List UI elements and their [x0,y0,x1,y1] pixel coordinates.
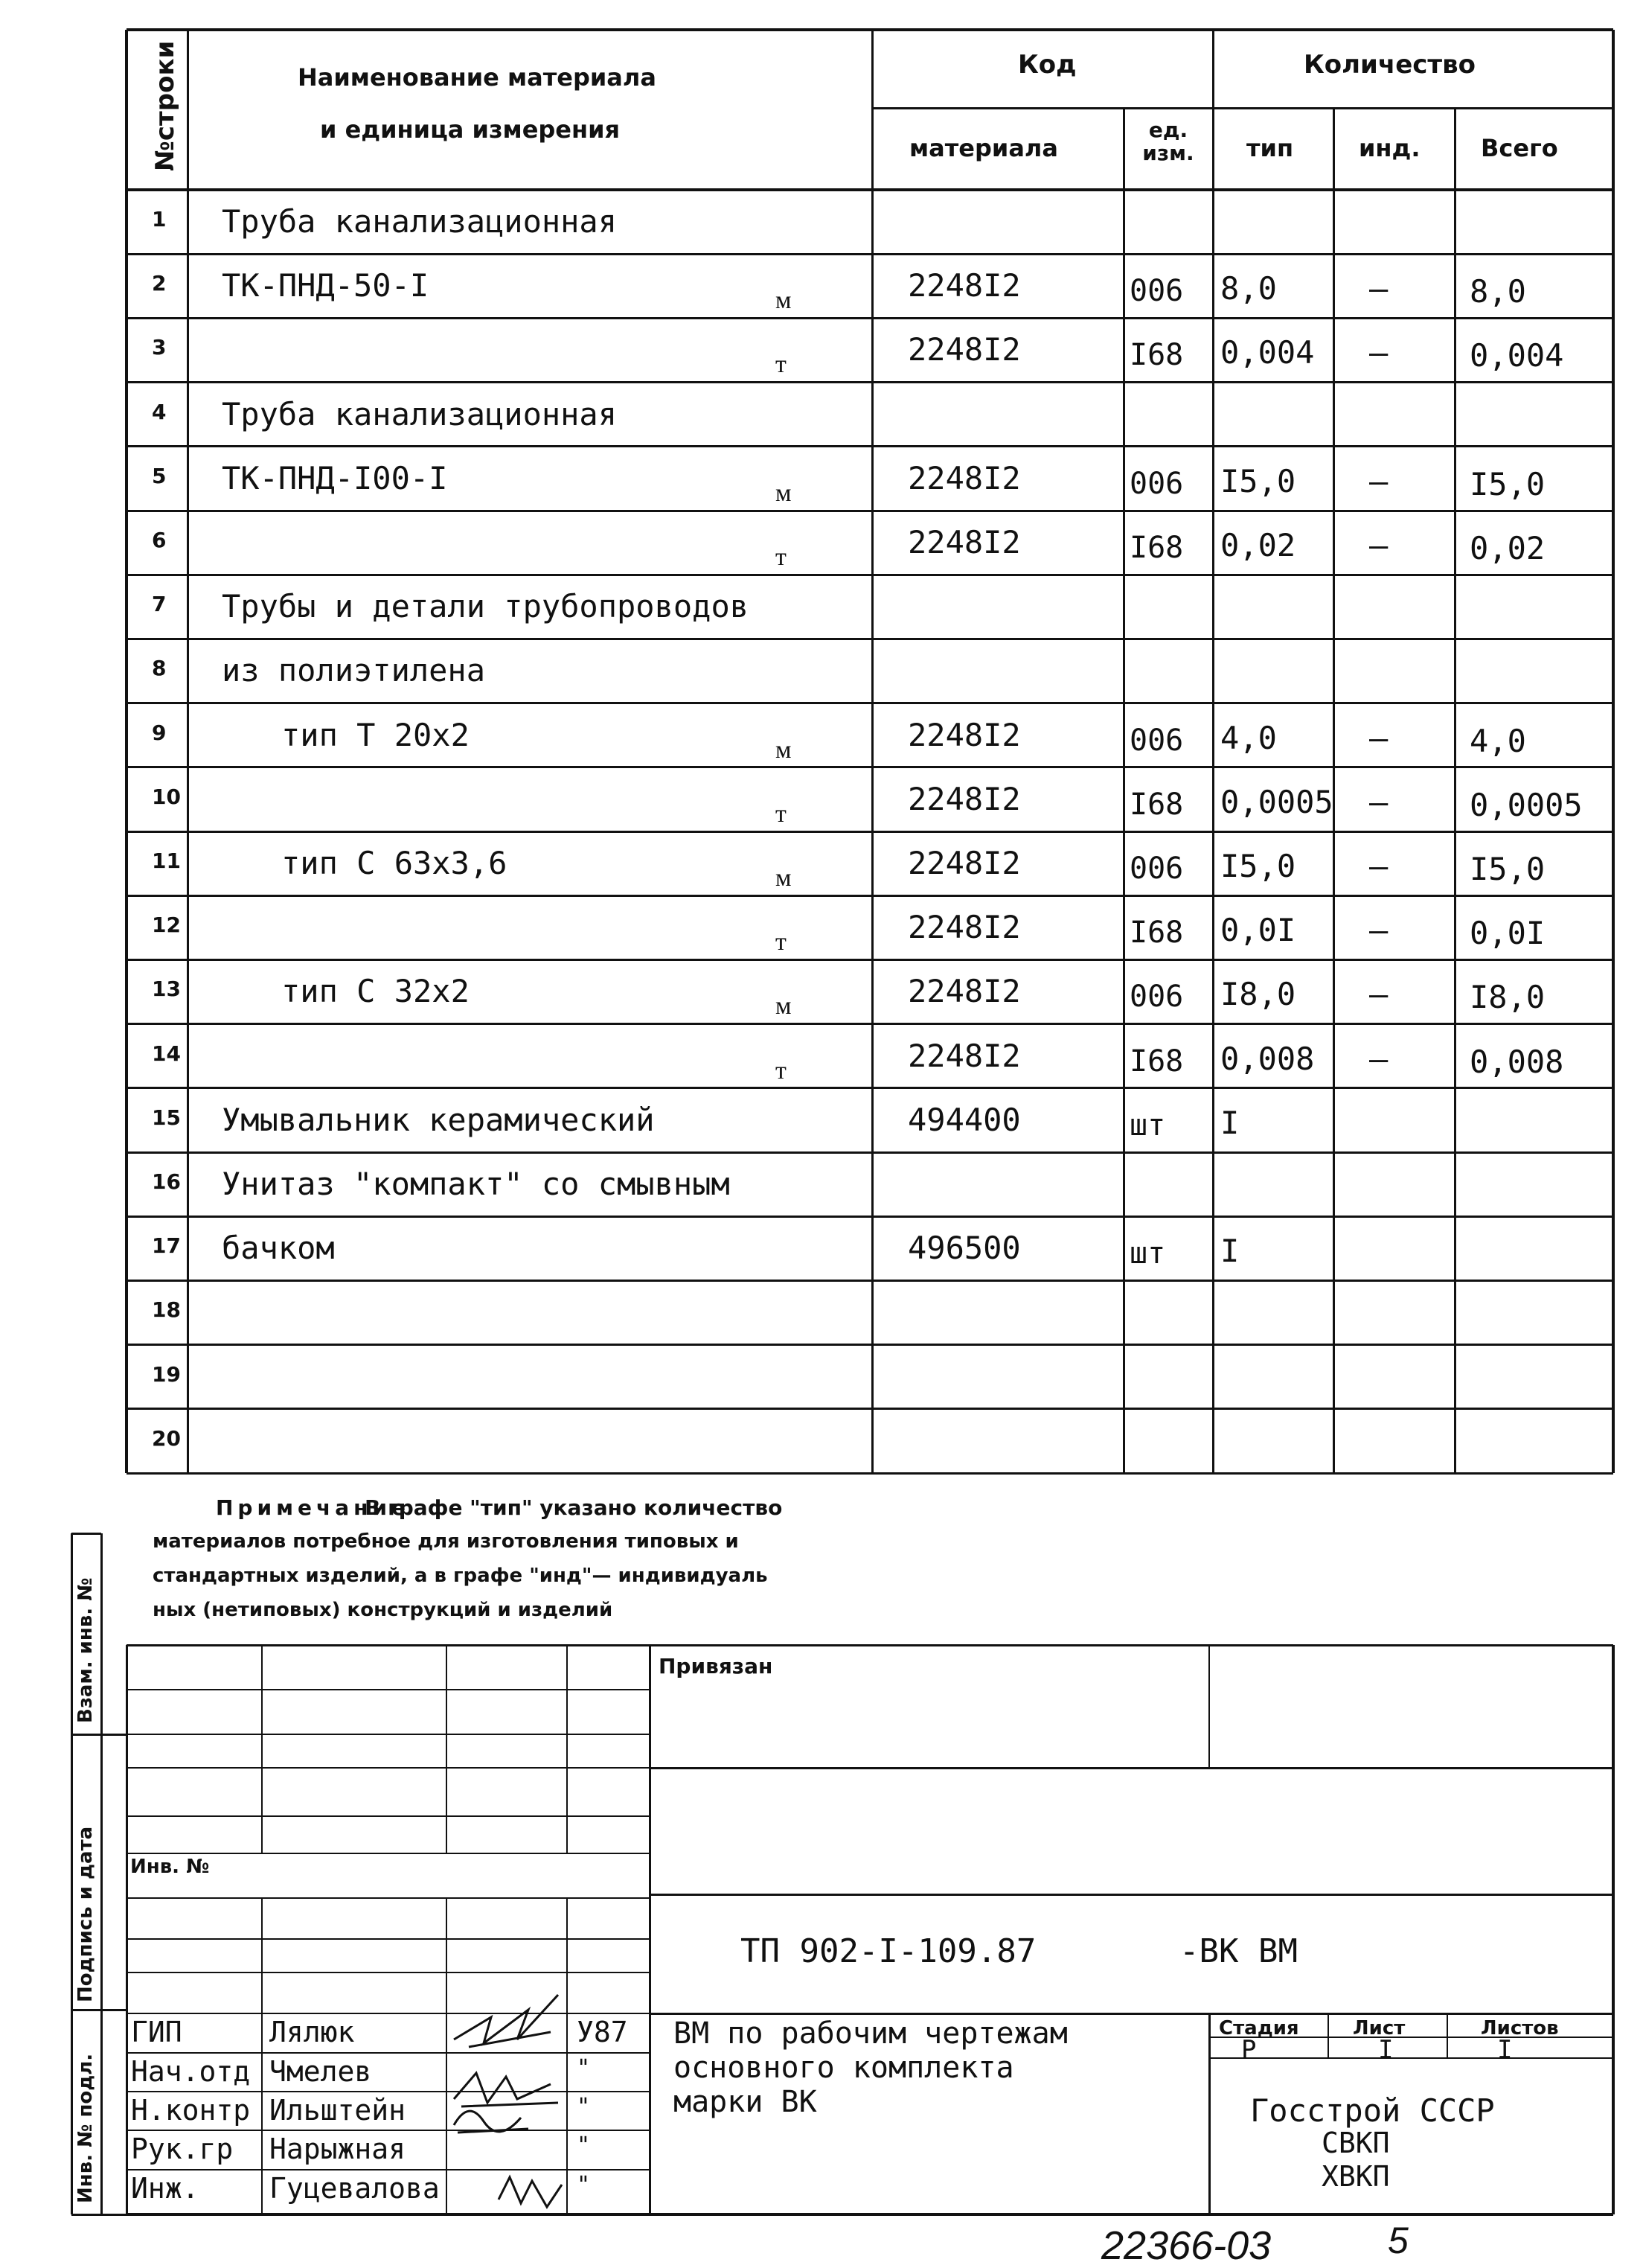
row-number: 15 [152,1105,181,1130]
row-name: тип Т 20х2 [281,716,470,753]
stamp-right-border [1612,1645,1615,2214]
col-line-row [187,30,189,1473]
row-qty-ind: – [1369,527,1389,563]
row-name: тип С 32х2 [281,973,470,1010]
row-number: 5 [152,463,167,488]
header-name-line1: Наименование материала [298,63,656,92]
row-qty-total: 4,0 [1470,722,1526,759]
side-column-top [71,1533,101,1535]
row-unit-letter: м [775,287,792,315]
row-line [126,1280,1613,1282]
stamp-title-line2: основного комплекта [673,2051,1014,2085]
row-number: 4 [152,399,167,424]
stamp-document-suffix: -ВК ВМ [1179,1932,1298,1970]
signature-icon [446,1987,566,2054]
stamp-grid-line [126,1938,650,1940]
row-unit-code: I68 [1130,338,1184,373]
stamp-inv-number-label: Инв. № [130,1856,210,1878]
stamp-grid-line [126,1972,650,1973]
row-qty-ind: – [1369,848,1389,884]
stamp-title-line3: марки ВК [673,2085,817,2119]
row-unit-code: I68 [1130,1044,1184,1079]
stamp-privyazan-divider [1208,1645,1210,1768]
stamp-grid-line [126,2013,650,2014]
row-qty-total: 0,004 [1470,337,1564,374]
table-left-border [125,30,128,1473]
stamp-role: Нач.отд [131,2055,251,2088]
header-ind: инд. [1359,134,1421,162]
row-number: 2 [152,271,167,296]
row-unit-code: I68 [1130,787,1184,822]
row-line [126,510,1613,512]
stamp-date: " [577,2172,591,2198]
stamp-top-border [126,1644,1613,1646]
stamp-grid-col [446,1898,447,2214]
stamp-grid-line [126,1734,650,1735]
stamp-org-line2: СВКП [1322,2127,1390,2159]
stamp-grid-col [261,1898,263,2214]
row-qty-total: I5,0 [1470,465,1546,502]
stamp-people-line [126,2052,650,2054]
side-divider-2 [71,2009,126,2011]
row-material-code: 2248I2 [908,716,1021,753]
stamp-document-code: ТП 902-I-109.87 [740,1932,1037,1970]
stamp-grid-col [446,1645,447,1853]
row-number: 6 [152,528,167,552]
stamp-stage-value: Р [1241,2035,1257,2065]
side-divider-1 [71,1734,126,1736]
col-line-ind [1454,108,1456,1473]
row-qty-type: 8,0 [1220,270,1277,307]
row-line [126,766,1613,768]
row-name: из полиэтилена [222,652,486,689]
col-line-unit [1212,30,1214,1473]
row-qty-total: I5,0 [1470,851,1546,887]
row-number: 3 [152,335,167,360]
row-name: ТК-ПНД-50-I [222,267,429,304]
row-line [126,702,1613,704]
row-unit-letter: т [775,799,787,828]
row-line [126,574,1613,576]
row-number: 7 [152,592,167,617]
stamp-right-divider-2 [650,1894,1613,1896]
row-qty-total: I8,0 [1470,979,1546,1016]
stamp-stage-label: Стадия [1219,2017,1299,2039]
row-qty-type: I5,0 [1220,848,1296,884]
stamp-grid-line [126,1853,650,1854]
row-material-code: 494400 [908,1101,1021,1138]
row-unit-code: I68 [1130,916,1184,951]
row-number: 8 [152,656,167,681]
row-unit-letter: м [775,735,792,764]
header-bottom-border [126,188,1613,191]
row-name: тип С 63х3,6 [281,845,507,881]
stamp-people-line [126,2130,650,2131]
stamp-sheet-label: Лист [1353,2017,1406,2039]
note-line2: материалов потребное для изготовления типовых и [153,1530,739,1553]
row-unit-code: 006 [1130,980,1184,1015]
stamp-surname: Чмелев [269,2055,372,2088]
side-label-signature-date: Подпись и дата [74,1826,97,2002]
signature-icon [446,2095,536,2140]
row-number: 17 [152,1233,181,1259]
side-divider-3 [71,2214,126,2216]
table-top-border [126,28,1613,31]
row-line [126,445,1613,447]
row-line [126,1408,1613,1410]
row-unit-code: 006 [1130,466,1184,501]
row-qty-total: 0,0005 [1470,786,1583,823]
header-quantity: Количество [1304,50,1476,80]
row-qty-ind: – [1369,1040,1389,1077]
stamp-surname: Ильштейн [269,2094,406,2127]
stamp-grid-col [261,1645,263,1853]
side-label-replaced-inv: Взам. инв. № [74,1577,97,1723]
row-material-code: 2248I2 [908,1037,1021,1074]
row-material-code: 2248I2 [908,845,1021,881]
stamp-stage-line [1209,2057,1613,2059]
stamp-date: У87 [577,2016,628,2048]
row-qty-total: 0,008 [1470,1043,1564,1080]
row-material-code: 2248I2 [908,331,1021,368]
footer-archive-number: 22366-03 [1101,2223,1272,2268]
stamp-surname: Гуцевалова [269,2172,440,2205]
row-material-code: 2248I2 [908,267,1021,304]
row-qty-ind: – [1369,270,1389,307]
note-line4: ных (нетиповых) конструкций и изделий [153,1599,613,1621]
stamp-grid-line [126,1897,650,1899]
row-line [126,1023,1613,1025]
header-material-code: материала [909,134,1058,162]
row-line [126,1151,1613,1154]
row-name: Умывальник керамический [222,1101,655,1138]
stamp-date: " [577,2055,591,2081]
row-unit-letter: т [775,543,787,571]
row-unit-letter: м [775,864,792,892]
row-unit-letter: т [775,351,787,379]
header-type: тип [1246,134,1294,162]
stamp-sheets-label: Листов [1481,2017,1559,2039]
stamp-role: Инж. [131,2172,199,2205]
header-unit: ед. изм. [1142,118,1194,165]
side-column-right [100,1533,103,2214]
row-name: Труба канализационная [222,395,618,432]
stamp-right-divider-3 [650,2013,1613,2015]
side-column-left [71,1533,73,2214]
table-right-border [1612,30,1615,1473]
row-qty-ind: – [1369,334,1389,371]
row-qty-type: 0,0I [1220,912,1296,949]
row-qty-total: 0,0I [1470,915,1546,952]
row-name: Трубы и детали трубопроводов [222,588,749,625]
row-number: 11 [152,849,181,873]
stamp-grid-line [126,1767,650,1769]
row-qty-type: 0,004 [1220,334,1315,371]
stamp-grid-line [126,1689,650,1690]
stamp-grid-col [566,1645,568,1853]
note-line1: В графе "тип" указано количество [365,1495,783,1520]
row-line [126,317,1613,319]
stamp-org-line3: ХВКП [1322,2160,1390,2193]
stamp-date: " [577,2133,591,2159]
row-qty-ind: – [1369,976,1389,1013]
row-line [126,831,1613,833]
stamp-bottom-border [126,2213,1613,2216]
row-name: Труба канализационная [222,203,618,240]
header-code: Код [1018,50,1077,80]
row-line [126,1216,1613,1218]
row-qty-type: I [1220,1104,1240,1141]
stamp-sheet-value: I [1378,2035,1394,2065]
stamp-title-line1: ВМ по рабочим чертежам [673,2016,1068,2051]
row-material-code: 2248I2 [908,459,1021,496]
row-name: ТК-ПНД-I00-I [222,459,448,496]
note-label: Примечание [216,1495,411,1520]
row-qty-ind: – [1369,719,1389,756]
stamp-date: " [577,2094,591,2120]
row-qty-total: 8,0 [1470,273,1526,310]
row-unit-code: 006 [1130,274,1184,309]
row-unit-letter: м [775,479,792,507]
row-qty-type: 0,02 [1220,527,1296,563]
row-unit-code: шт [1130,1236,1166,1271]
row-line [126,895,1613,897]
row-material-code: 2248I2 [908,909,1021,946]
row-number: 18 [152,1297,181,1323]
stamp-stage-divider [1208,2013,1211,2214]
row-line [126,1344,1613,1346]
row-qty-type: I8,0 [1220,976,1296,1013]
row-number: 1 [152,207,167,231]
stamp-stage-col [1447,2013,1448,2058]
row-number: 19 [152,1361,181,1387]
row-line [126,638,1613,640]
row-number: 12 [152,913,181,938]
stamp-surname: Нарыжная [269,2133,406,2165]
row-qty-ind: – [1369,783,1389,820]
row-material-code: 496500 [908,1230,1021,1267]
row-qty-type: 0,0005 [1220,783,1333,820]
stamp-surname: Лялюк [269,2016,355,2048]
header-name-line2: и единица измерения [320,115,621,144]
row-name: Унитаз "компакт" со смывным [222,1166,730,1202]
row-qty-ind: – [1369,912,1389,949]
row-number: 14 [152,1041,181,1066]
stamp-stage-col [1327,2013,1329,2058]
row-number: 13 [152,977,181,1002]
header-total: Всего [1481,134,1558,162]
row-number: 10 [152,784,181,809]
row-line [126,959,1613,961]
row-unit-code: шт [1130,1108,1166,1143]
row-number: 16 [152,1169,181,1194]
row-material-code: 2248I2 [908,780,1021,817]
row-line [126,381,1613,383]
row-number: 20 [152,1425,181,1451]
stamp-sheets-value: I [1497,2035,1513,2065]
row-unit-code: 006 [1130,723,1184,758]
row-number: 9 [152,720,167,745]
row-unit-code: 006 [1130,852,1184,886]
footer-page-number: 5 [1388,2220,1409,2261]
row-qty-type: I [1220,1233,1240,1270]
side-label-inv-number: Инв. № подл. [74,2053,97,2203]
row-material-code: 2248I2 [908,973,1021,1010]
row-unit-letter: т [775,1056,787,1085]
stamp-role: Н.контр [131,2094,251,2127]
col-line-code [1123,108,1125,1473]
row-unit-letter: т [775,928,787,956]
header-divider [872,107,1613,109]
stamp-role: Рук.гр [131,2133,234,2165]
row-line [126,253,1613,255]
row-unit-code: I68 [1130,531,1184,565]
note-line3: стандартных изделий, а в графе "инд"— индивидуаль [153,1565,768,1587]
header-row-number: №строки [150,40,180,171]
row-line [126,1472,1613,1475]
stamp-grid-line [126,1815,650,1817]
row-qty-type: 0,008 [1220,1040,1315,1077]
stamp-people-line [126,2091,650,2092]
stamp-role: ГИП [131,2016,182,2048]
row-qty-ind: – [1369,462,1389,499]
row-qty-total: 0,02 [1470,530,1546,566]
row-qty-type: 4,0 [1220,719,1277,756]
signature-icon [491,2162,573,2214]
row-unit-letter: м [775,992,792,1020]
stamp-right-divider-1 [650,1767,1613,1769]
row-qty-type: I5,0 [1220,462,1296,499]
row-material-code: 2248I2 [908,524,1021,560]
row-name: бачком [222,1230,335,1267]
col-line-name [871,30,874,1473]
stamp-attached-label: Привязан [659,1654,773,1678]
row-line [126,1087,1613,1089]
stamp-org-line1: Госстрой СССР [1250,2092,1495,2129]
